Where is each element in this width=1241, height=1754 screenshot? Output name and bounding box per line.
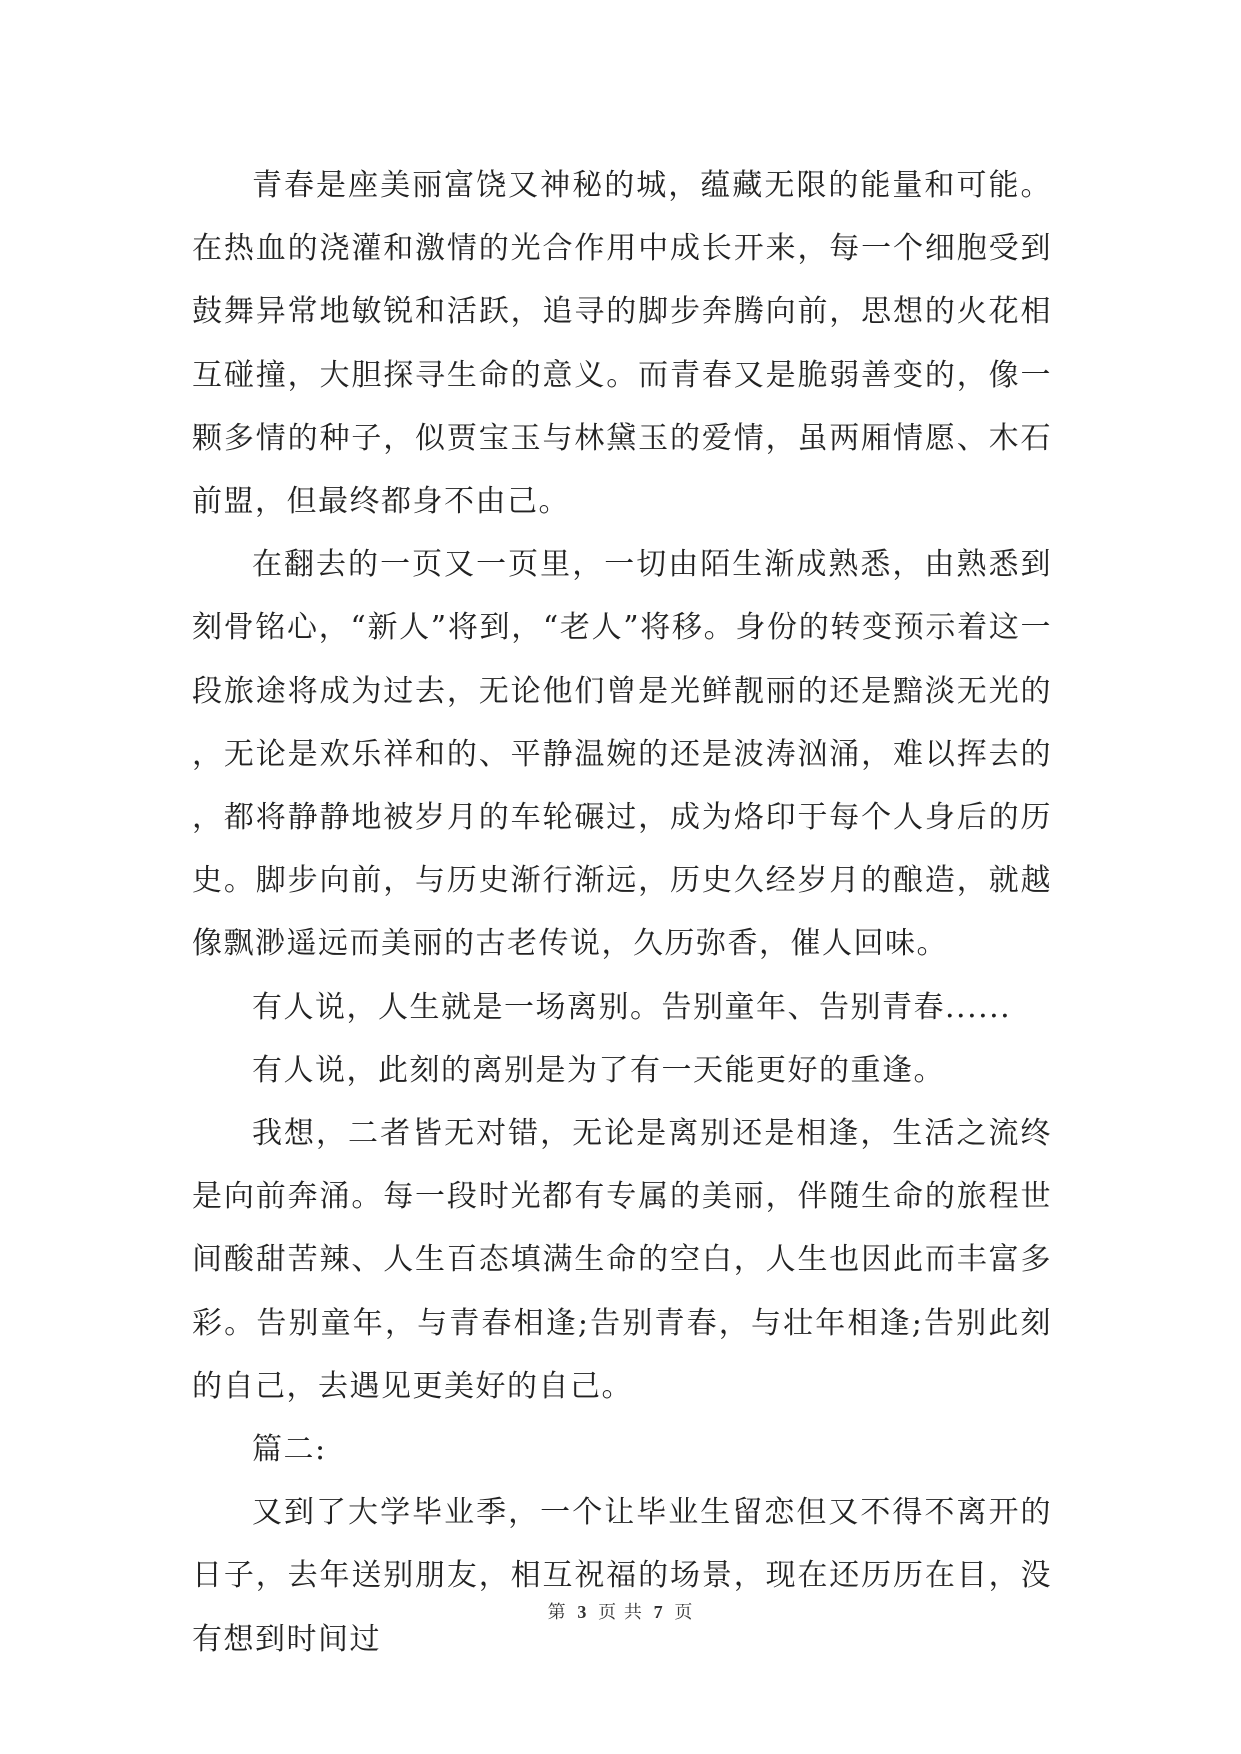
page-footer — [0, 1598, 1241, 1624]
footer-middle: 页 共 — [598, 1602, 643, 1623]
total-pages-number: 7 — [653, 1602, 664, 1622]
paragraph-youth-city: 青春是座美丽富饶又神秘的城，蕴藏无限的能量和可能。在热血的浇灌和激情的光合作用中成长开来，每一个细胞受到鼓舞异常地敏锐和活跃，追寻的脚步奔腾向前，思想的火花相互碰撞，大胆探寻生命的意义。而青春又是脆弱善变的，像一颗多情的种子，似贾宝玉与林黛玉的爱情，虽两厢情愿、木石前盟，但最终都身不由己。 — [192, 168, 1052, 520]
paragraph-graduation-season: 又到了大学毕业季，一个让毕业生留恋但又不得不离开的日子，去年送别朋友，相互祝福的场景，现在还历历在目，没有想到时间过 — [192, 1495, 1052, 1657]
body-text — [192, 154, 1052, 1671]
footer-suffix: 页 — [674, 1602, 694, 1623]
footer-prefix: 第 — [547, 1602, 567, 1623]
paragraph-life-farewell: 有人说，人生就是一场离别。告别童年、告别青春...... — [252, 989, 1012, 1025]
current-page-number: 3 — [577, 1602, 588, 1622]
paragraph-reunion: 有人说，此刻的离别是为了有一天能更好的重逢。 — [252, 1052, 945, 1088]
paragraph-i-think: 我想，二者皆无对错，无论是离别还是相逢，生活之流终是向前奔涌。每一段时光都有专属的美丽，伴随生命的旅程世间酸甜苦辣、人生百态填满生命的空白，人生也因此而丰富多彩。告别童年，与青春相逢;告别青春，与壮年相逢;告别此刻的自己，去遇见更美好的自己。 — [192, 1116, 1052, 1404]
section-heading-part-two: 篇二: — [252, 1432, 327, 1468]
paragraph-turning-pages: 在翻去的一页又一页里，一切由陌生渐成熟悉，由熟悉到刻骨铭心，“新人”将到，“老人”将移。身份的转变预示着这一段旅途将成为过去，无论他们曾是光鲜靓丽的还是黯淡无光的，无论是欢乐祥和的、平静温婉的还是波涛汹涌，难以挥去的，都将静静地被岁月的车轮碾过，成为烙印于每个人身后的历史。脚步向前，与历史渐行渐远，历史久经岁月的酿造，就越像飘渺遥远而美丽的古老传说，久历弥香，催人回味。 — [192, 547, 1052, 962]
